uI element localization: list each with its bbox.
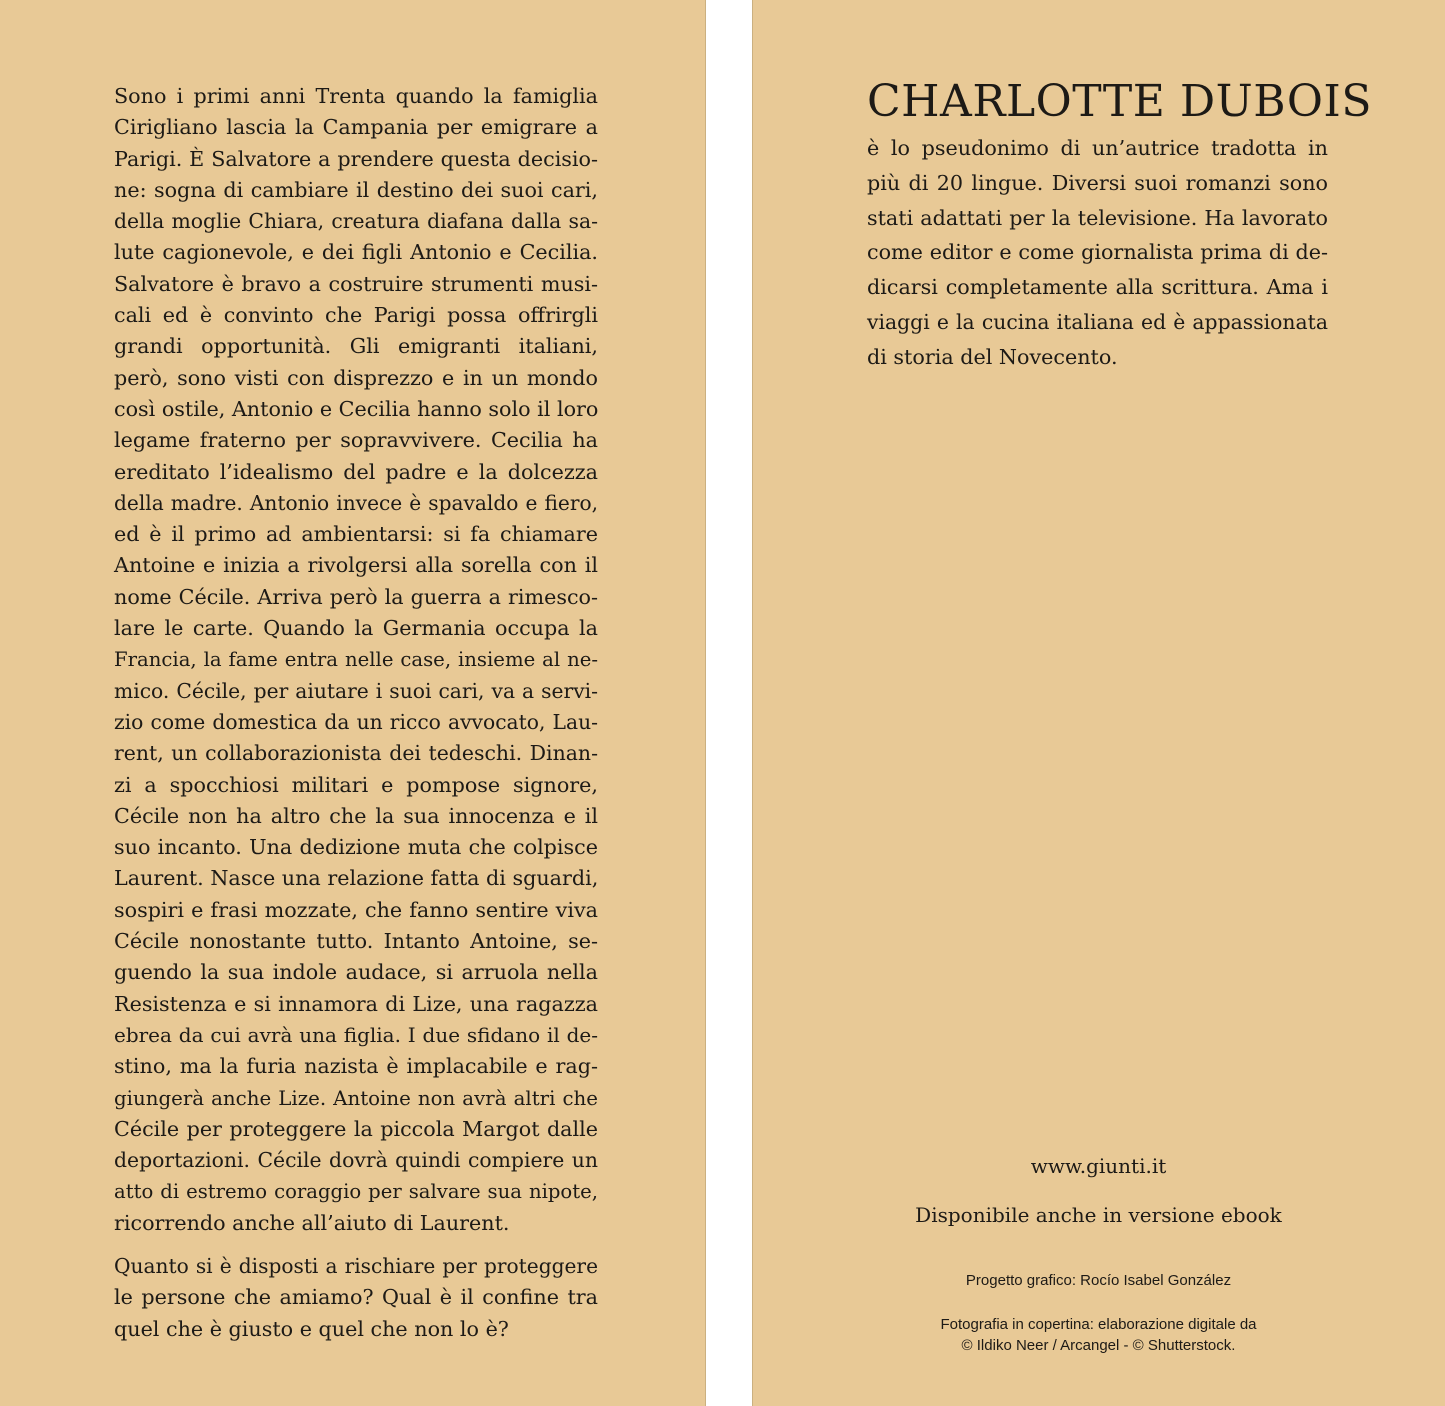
synopsis-line: Laurent. Nasce una relazione fatta di sguardi,	[114, 866, 599, 891]
synopsis-line: zio come domestica da un ricco avvocato, Lau-	[114, 709, 598, 734]
synopsis-line: Salvatore è bravo a costruire strumenti musi-	[114, 271, 598, 296]
synopsis-line: della moglie Chiara, creatura diafana dalla sa-	[114, 209, 598, 234]
synopsis-line: guendo la sua indole audace, si arruola nella	[114, 960, 598, 985]
synopsis-line: ereditato l’idealismo del padre e la dolcezza	[114, 459, 598, 484]
synopsis-line: Resistenza e si innamora di Lize, una ragazza	[114, 991, 598, 1016]
synopsis-line: della madre. Antonio invece è spavaldo e fiero,	[114, 490, 598, 515]
synopsis-line: lute cagionevole, e dei figli Antonio e Cecilia.	[114, 240, 598, 265]
synopsis-line: Antoine e inizia a rivolgersi alla sorella con il	[114, 553, 598, 578]
synopsis-line: Cécile nonostante tutto. Intanto Antoine, se-	[114, 929, 598, 954]
question-line: quel che è giusto e quel che non lo è?	[114, 1316, 509, 1341]
author-name: CHARLOTTE DUBOIS	[867, 76, 1372, 127]
question-line: le persone che amiamo? Qual è il confine tra	[114, 1285, 598, 1310]
synopsis-line: lare le carte. Quando la Germania occupa la	[114, 616, 598, 641]
synopsis-line: Francia, la fame entra nelle case, insieme al ne-	[114, 648, 598, 672]
synopsis-line: nome Cécile. Arriva però la guerra a rimesco-	[114, 584, 598, 609]
synopsis-line: mico. Cécile, per aiutare i suoi cari, va a servi-	[114, 678, 598, 703]
synopsis-line: però, sono visti con disprezzo e in un mondo	[114, 365, 598, 390]
synopsis-line: grandi opportunità. Gli emigranti italiani,	[114, 334, 598, 359]
synopsis-text	[114, 81, 598, 1239]
synopsis-line: ebrea da cui avrà una figlia. I due sfidano il de-	[114, 1022, 598, 1047]
synopsis-line: Sono i primi anni Trenta quando la famiglia	[114, 84, 598, 108]
synopsis-line: Cirigliano lascia la Campania per emigrare a	[114, 115, 598, 140]
synopsis-line: zi a spocchiosi militari e pompose signore,	[114, 772, 598, 797]
synopsis-line: suo incanto. Una dedizione muta che colpisce	[114, 835, 598, 860]
synopsis-line: stino, ma la furia nazista è implacabile e rag-	[114, 1054, 598, 1079]
synopsis-line: Cécile non ha altro che la sua innocenza e il	[114, 803, 598, 828]
synopsis-line: ricorrendo anche all’aiuto di Laurent.	[114, 1210, 510, 1235]
synopsis-line: giungerà anche Lize. Antoine non avrà altri che	[114, 1086, 598, 1110]
synopsis-line: Parigi. È Salvatore a prendere questa decisio-	[114, 146, 598, 171]
synopsis-line: rent, un collaborazionista dei tedeschi. Dinan-	[114, 741, 598, 766]
synopsis-line: atto di estremo coraggio per salvare sua nipote,	[114, 1180, 598, 1204]
publisher-website: www.giunti.it	[1030, 1154, 1167, 1178]
synopsis-line: legame fraterno per sopravvivere. Cecilia ha	[114, 428, 598, 453]
ebook-availability-note: Disponibile anche in versione ebook	[915, 1203, 1282, 1227]
photo-credit-line-1: Fotografia in copertina: elaborazione digitale da	[940, 1316, 1257, 1333]
design-credit: Progetto grafico: Rocío Isabel González	[965, 1272, 1232, 1289]
bio-line: viaggi e la cucina italiana ed è appassionata	[867, 309, 1328, 334]
synopsis-line: così ostile, Antonio e Cecilia hanno solo il loro	[114, 396, 599, 421]
closing-question	[114, 1251, 598, 1345]
question-line: Quanto si è disposti a rischiare per proteggere	[114, 1254, 598, 1278]
bio-line: come editor e come giornalista prima di de-	[867, 240, 1328, 265]
synopsis-line: sospiri e frasi mozzate, che fanno sentire viva	[114, 897, 598, 922]
bio-line: dicarsi completamente alla scrittura. Ama i	[867, 275, 1328, 300]
synopsis-line: cali ed è convinto che Parigi possa offrirgli	[114, 303, 598, 328]
author-bio	[867, 131, 1328, 375]
bio-line: più di 20 lingue. Diversi suoi romanzi sono	[867, 170, 1328, 195]
bio-line: di storia del Novecento.	[867, 344, 1118, 369]
bio-line: è lo pseudonimo di un’autrice tradotta in	[867, 136, 1328, 160]
synopsis-line: deportazioni. Cécile dovrà quindi compiere un	[114, 1148, 598, 1173]
bio-line: stati adattati per la televisione. Ha lavorato	[867, 205, 1328, 230]
synopsis-line: ne: sogna di cambiare il destino dei suoi cari,	[114, 177, 598, 202]
synopsis-line: Cécile per proteggere la piccola Margot dalle	[114, 1116, 598, 1141]
synopsis-line: ed è il primo ad ambientarsi: si fa chiamare	[114, 522, 598, 547]
photo-credit-line-2: © Ildiko Neer / Arcangel - © Shutterstock.	[961, 1337, 1236, 1354]
